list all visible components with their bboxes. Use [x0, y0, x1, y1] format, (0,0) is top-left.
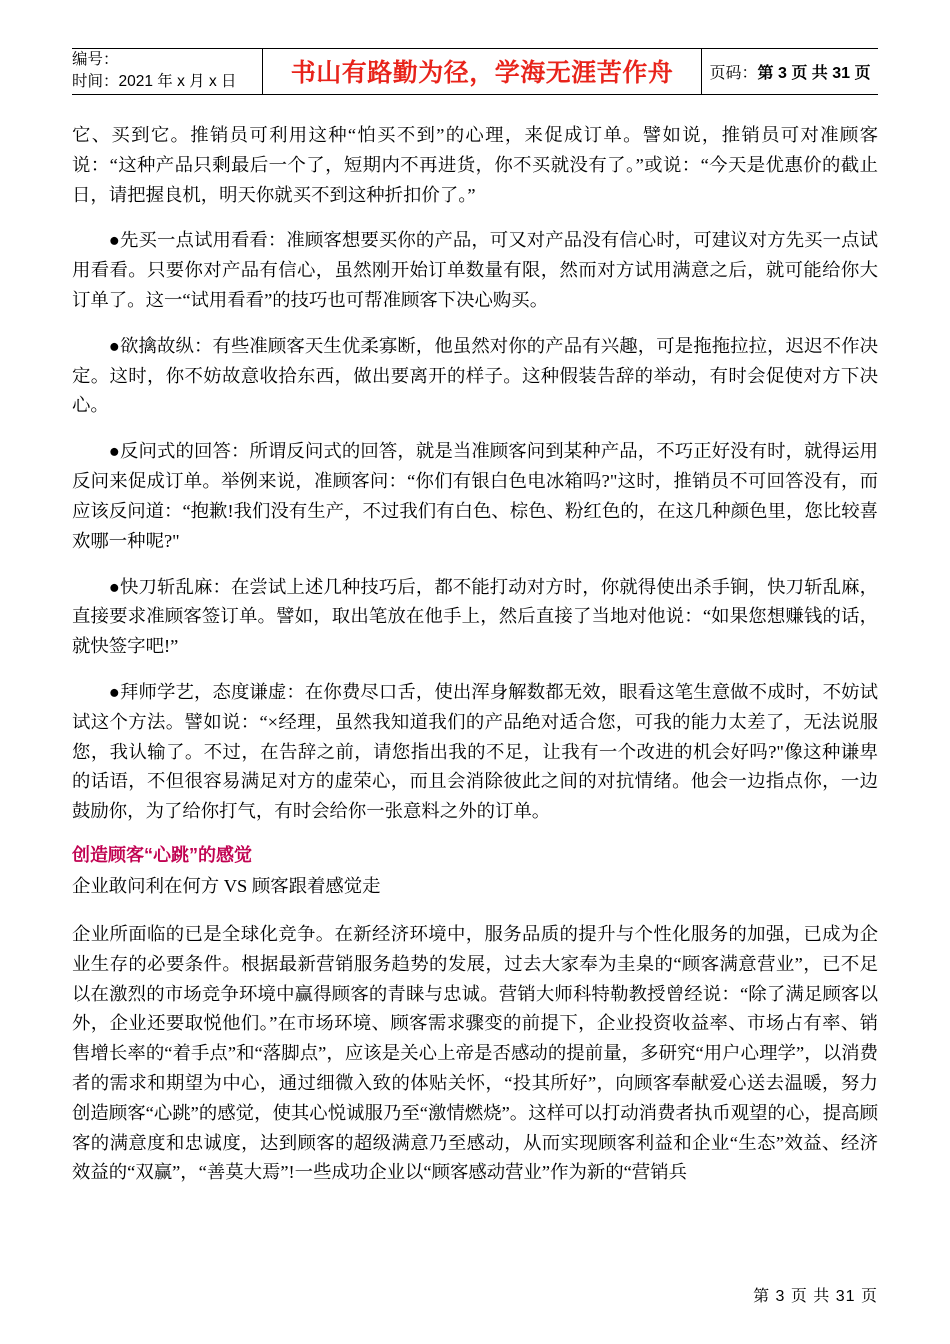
page-footer: 第 3 页 共 31 页 — [753, 1288, 878, 1305]
paragraph-humble-approach: ●拜师学艺，态度谦虚：在你费尽口舌，使出浑身解数都无效，眼看这笔生意做不成时，不妨试试这个方法。譬如说：“×经理，虽然我知道我们的产品绝对适合您，可我的能力太差了，无法说服您，我认输了。不过，在告辞之前，请您指出我的不足，让我有一个改进的机会好吗?"像这种谦卑的话语，不但很容易满足对方的虚荣心，而且会消除彼此之间的对抗情绪。他会一边指点你，一边鼓励你，为了给你打气，有时会给你一张意料之外的订单。 — [72, 681, 878, 822]
paragraph-play-hard-to-get: ●欲擒故纵：有些准顾客天生优柔寡断，他虽然对你的产品有兴趣，可是拖拖拉拉，迟迟不作决定。这时，你不妨故意收拾东西，做出要离开的样子。这种假装告辞的举动，有时会促使对方下决心。 — [72, 335, 878, 416]
paragraph-direct-close: ●快刀斩乱麻：在尝试上述几种技巧后，都不能打动对方时，你就得使出杀手锏，快刀斩乱麻，直接要求准顾客签订单。譬如，取出笔放在他手上，然后直接了当地对他说：“如果您想赚钱的话，就快签字吧!” — [72, 576, 878, 657]
paragraph-counter-question: ●反问式的回答：所谓反问式的回答，就是当准顾客问到某种产品，不巧正好没有时，就得运用反问来促成订单。举例来说，准顾客问：“你们有银白色电冰箱吗?"这时，推销员不可回答没有，而应该反问道：“抱歉!我们没有生产，不过我们有白色、棕色、粉红色的，在这几种颜色里，您比较喜欢哪一种呢?" — [72, 441, 878, 551]
paragraph-closing: 企业所面临的已是全球化竞争。在新经济环境中，服务品质的提升与个性化服务的加强，已成为企业生存的必要条件。根据最新营销服务趋势的发展，过去大家奉为圭臬的“顾客满意营业”，已不足以在激烈的市场竞争环境中赢得顾客的青睐与忠诚。营销大师科特勒教授曾经说：“除了满足顾客以外，企业还要取悦他们。”在市场环境、顾客需求骤变的前提下，企业投资收益率、市场占有率、销售增长率的“着手点”和“落脚点”，应该是关心上帝是否感动的提前量，多研究“用户心理学”，以消费者的需求和期望为中心，通过细微入致的体贴关怀，“投其所好”，向顾客奉献爱心送去温暖，努力创造顾客“心跳”的感觉，使其心悦诚服乃至“激情燃烧”。这样可以打动消费者执币观望的心，提高顾客的满意度和忠诚度，达到顾客的超级满意乃至感动，从而实现顾客利益和企业“生态”效益、经济效益的“双赢”，“善莫大焉”!一些成功企业以“顾客感动营业”作为新的“营销兵 — [72, 923, 878, 1183]
section-subheading: 企业敢问利在何方 VS 顾客跟着感觉走 — [72, 876, 381, 897]
paragraph-try-first: ●先买一点试用看看：准顾客想要买你的产品，可又对产品没有信心时，可建议对方先买一点试用看看。只要你对产品有信心，虽然刚开始订单数量有限，然而对方试用满意之后，就可能给你大订单了。这一“试用看看”的技巧也可帮准顾客下决心购买。 — [72, 230, 878, 310]
header-slogan: 书山有路勤为径，学海无涯苦作舟 — [290, 59, 674, 88]
section-heading: 创造顾客“心跳”的感觉 — [72, 845, 252, 865]
document-body — [72, 121, 878, 1188]
header-slogan-cell — [263, 49, 702, 95]
page-header-table — [72, 48, 878, 95]
paragraph-intro: 它、买到它。推销员可利用这种“怕买不到”的心理，来促成订单。譬如说，推销员可对准顾客说：“这种产品只剩最后一个了，短期内不再进货，你不买就没有了。”或说：“今天是优惠价的截止日，请把握良机，明天你就买不到这种折扣价了。” — [72, 124, 878, 205]
header-page-current: 第 3 页 — [757, 64, 808, 82]
header-pagination-cell — [702, 49, 879, 95]
header-number-label: 编号： — [72, 51, 119, 68]
header-page-total: 共 31 页 — [811, 64, 871, 82]
header-date-label: 时间：2021 年 x 月 x 日 — [72, 73, 237, 91]
header-meta-cell — [72, 49, 263, 95]
header-page-label: 页码： — [709, 64, 758, 82]
